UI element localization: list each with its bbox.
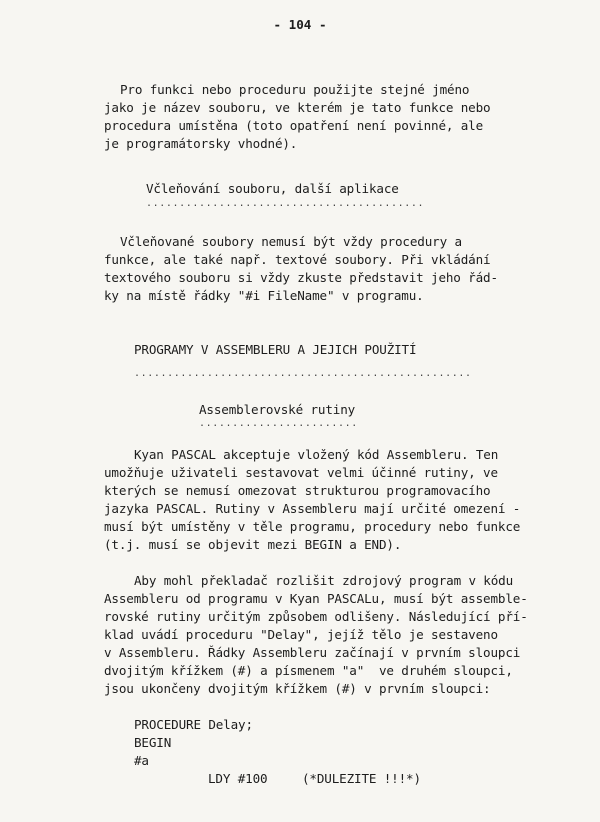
paragraph-3-line-1: Kyan PASCAL akceptuje vložený kód Assembleru. Ten (134, 447, 499, 462)
paragraph-4-line-6: dvojitým křížkem (#) a písmenem "a" ve druhém sloupci, (104, 663, 513, 678)
chapter-heading-underline: ................................................... (134, 368, 472, 379)
paragraph-1-line-1: Pro funkci nebo proceduru použijte stejné jméno (120, 82, 470, 97)
paragraph-4-line-3: rovské rutiny určitým způsobem odlišeny. Následující pří- (104, 609, 528, 624)
paragraph-1-line-2: jako je název souboru, ve kterém je tato funkce nebo (104, 100, 491, 115)
section-heading-underline-2: ........................ (199, 418, 358, 429)
paragraph-3-line-3: kterých se nemusí omezovat strukturou programovacího (104, 483, 491, 498)
section-heading-include-files: Včleňování souboru, další aplikace (146, 181, 399, 196)
paragraph-1-line-3: procedura umístěna (toto opatření není povinné, ale (104, 118, 484, 133)
code-line-ldy: LDY #100 (208, 771, 268, 786)
paragraph-3-line-5: musí být umístěny v těle programu, procedury nebo funkce (104, 519, 521, 534)
paragraph-4-line-1: Aby mohl překladač rozlišit zdrojový program v kódu (134, 573, 514, 588)
chapter-heading-assembler: PROGRAMY V ASSEMBLERU A JEJICH POUŽITÍ (134, 342, 417, 357)
paragraph-4-line-4: klad uvádí proceduru "Delay", jejíž tělo je sestaveno (104, 627, 498, 642)
paragraph-2-line-3: textového souboru si vždy zkuste představit jeho řád- (104, 270, 498, 285)
code-line-comment: (*DULEZITE !!!*) (302, 771, 421, 786)
paragraph-3-line-6: (t.j. musí se objevit mezi BEGIN a END). (104, 537, 402, 552)
paragraph-1-line-4: je programátorsky vhodné). (104, 136, 298, 151)
section-heading-underline: .......................................... (146, 198, 425, 209)
paragraph-3-line-4: jazyka PASCAL. Rutiny v Assembleru mají určité omezení - (104, 501, 521, 516)
page-number: - 104 - (273, 17, 327, 32)
paragraph-2-line-1: Včleňované soubory nemusí být vždy procedury a (120, 234, 462, 249)
code-line-asm-start: #a (134, 753, 149, 768)
paragraph-2-line-4: ky na místě řádky "#i FileName" v programu. (104, 288, 424, 303)
paragraph-4-line-2: Assembleru od programu v Kyan PASCALu, musí být assemble- (104, 591, 528, 606)
code-line-procedure: PROCEDURE Delay; (134, 717, 253, 732)
code-line-begin: BEGIN (134, 735, 172, 750)
paragraph-3-line-2: umožňuje uživateli sestavovat velmi účinné rutiny, ve (104, 465, 498, 480)
paragraph-4-line-5: v Assembleru. Řádky Assembleru začínají v prvním sloupci (104, 645, 521, 660)
paragraph-2-line-2: funkce, ale také např. textové soubory. Při vkládání (104, 252, 491, 267)
paragraph-4-line-7: jsou ukončeny dvojitým křížkem (#) v prvním sloupci: (104, 681, 491, 696)
section-heading-assembler-routines: Assemblerovské rutiny (199, 402, 356, 417)
